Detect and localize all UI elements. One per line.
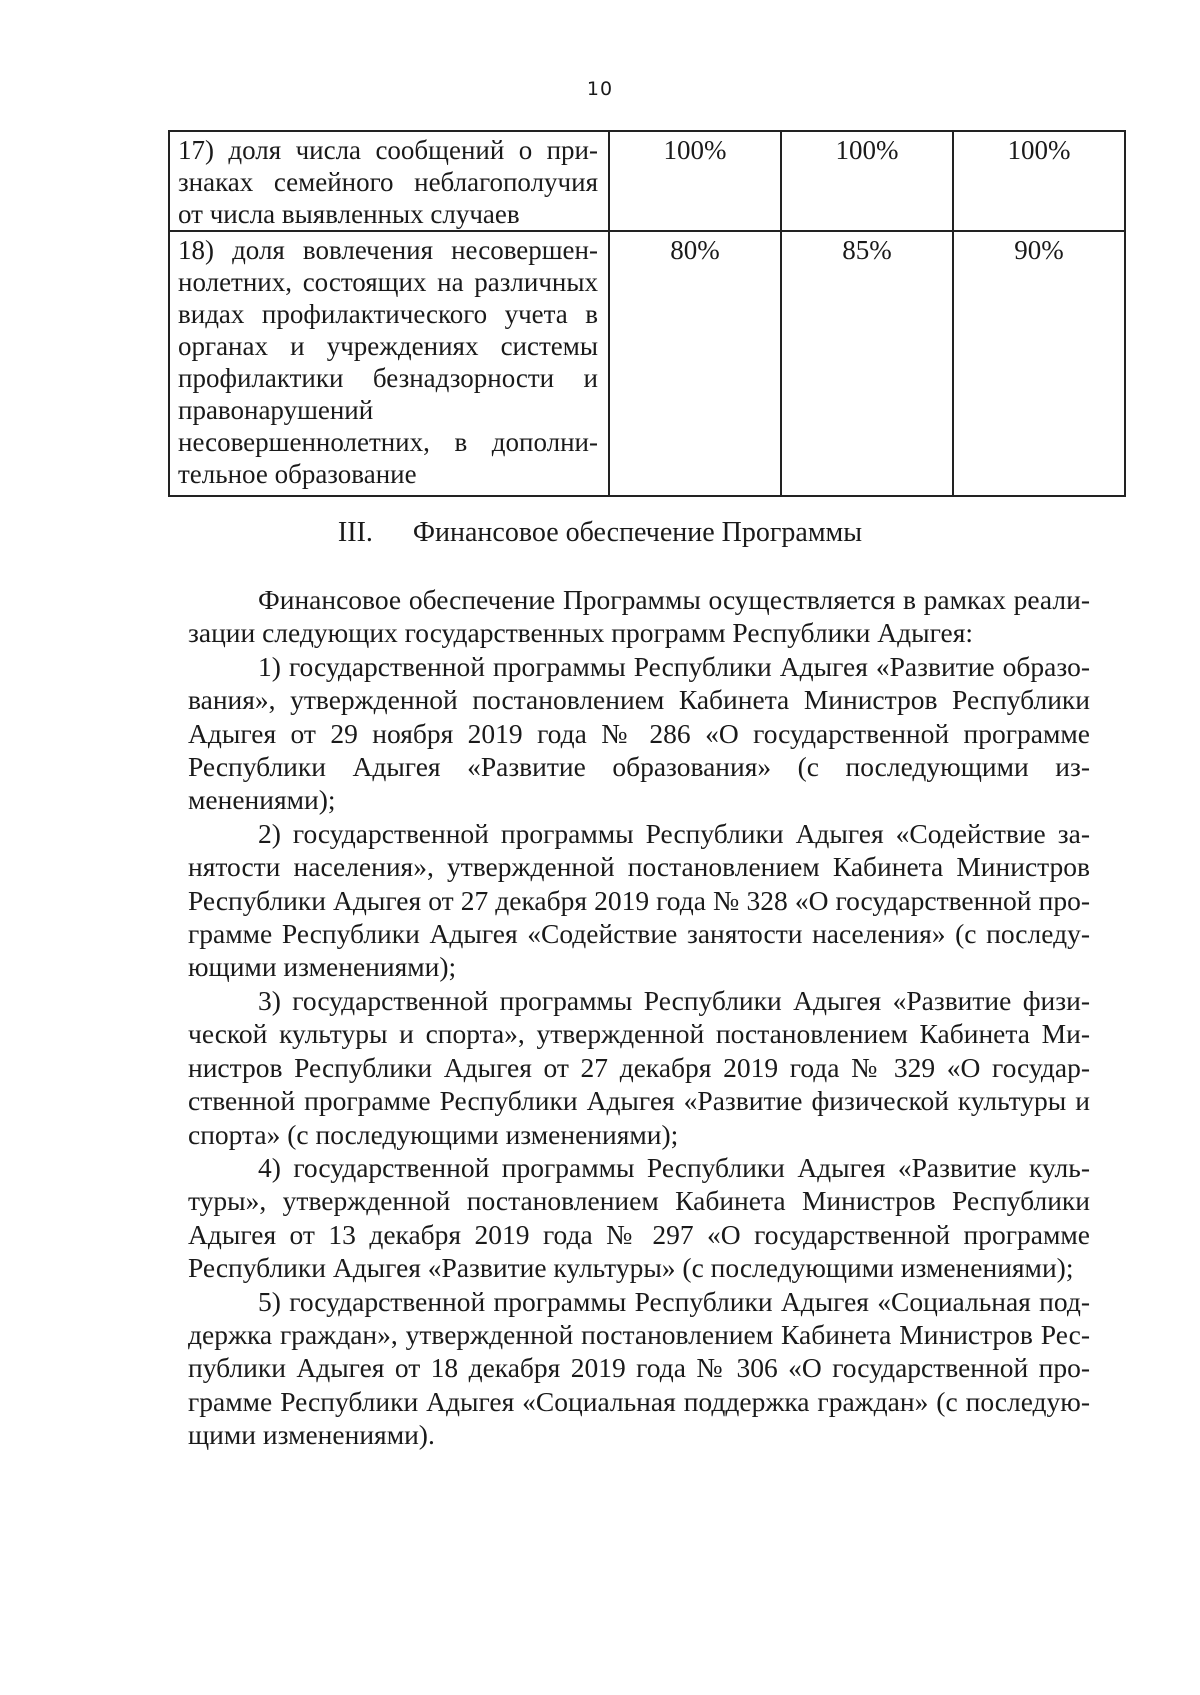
indicator-value: 90% xyxy=(953,231,1125,496)
indicator-value: 85% xyxy=(781,231,953,496)
paragraph: 3) государственной программы Республики Адыгея «Развитие физической культуры и спорта», утвержденной постановлением Кабинета Министров Республики Адыгея от 27 декабря 2019 года № 329 «О государственной программе Республики Адыгея «Развитие физической культуры и спорта» (с последующими изменениями); xyxy=(188,984,1090,1150)
indicator-value: 100% xyxy=(953,131,1125,231)
body-text xyxy=(188,583,1090,1452)
indicators-table xyxy=(168,130,1126,497)
paragraph: 1) государственной программы Республики Адыгея «Развитие образования», утвержденной постановлением Кабинета Министров Республики Адыгея от 29 ноября 2019 года № 286 «О государственной программе Республики Адыгея «Развитие образования» (с последующими изменениями); xyxy=(188,650,1090,816)
indicator-value: 100% xyxy=(609,131,781,231)
indicator-value: 100% xyxy=(781,131,953,231)
table-row xyxy=(169,131,1125,231)
section-number: III. xyxy=(337,517,373,548)
paragraph: 2) государственной программы Республики Адыгея «Содействие занятости населения», утвержденной постановлением Кабинета Министров Республики Адыгея от 27 декабря 2019 года № 328 «О государственной программе Республики Адыгея «Содействие занятости населения» (с последующими изменениями); xyxy=(188,817,1090,983)
section-title: Финансовое обеспечение Программы xyxy=(412,517,863,548)
section-heading xyxy=(0,516,1200,550)
page-number: 10 xyxy=(586,78,614,100)
table-row xyxy=(169,231,1125,496)
indicator-value: 80% xyxy=(609,231,781,496)
indicator-name: 17) доля числа сообщений о признаках семейного неблагополучия от числа выявленных случаев xyxy=(169,131,609,231)
paragraph: Финансовое обеспечение Программы осуществляется в рамках реализации следующих государственных программ Республики Адыгея: xyxy=(188,584,1090,649)
paragraph: 5) государственной программы Республики Адыгея «Социальная поддержка граждан», утвержденной постановлением Кабинета Министров Республики Адыгея от 18 декабря 2019 года № 306 «О государственной программе Республики Адыгея «Социальная поддержка граждан» (с последующими изменениями). xyxy=(188,1285,1090,1451)
indicator-name: 18) доля вовлечения несовершеннолетних, состоящих на различных видах профилактического учета в органах и учреждениях системы профилактики безнадзорности и правонарушений несовершеннолетних, в дополнительное образование xyxy=(169,231,609,496)
paragraph: 4) государственной программы Республики Адыгея «Развитие культуры», утвержденной постановлением Кабинета Министров Республики Адыгея от 13 декабря 2019 года № 297 «О государственной программе Республики Адыгея «Развитие культуры» (с последующими изменениями); xyxy=(188,1151,1090,1284)
